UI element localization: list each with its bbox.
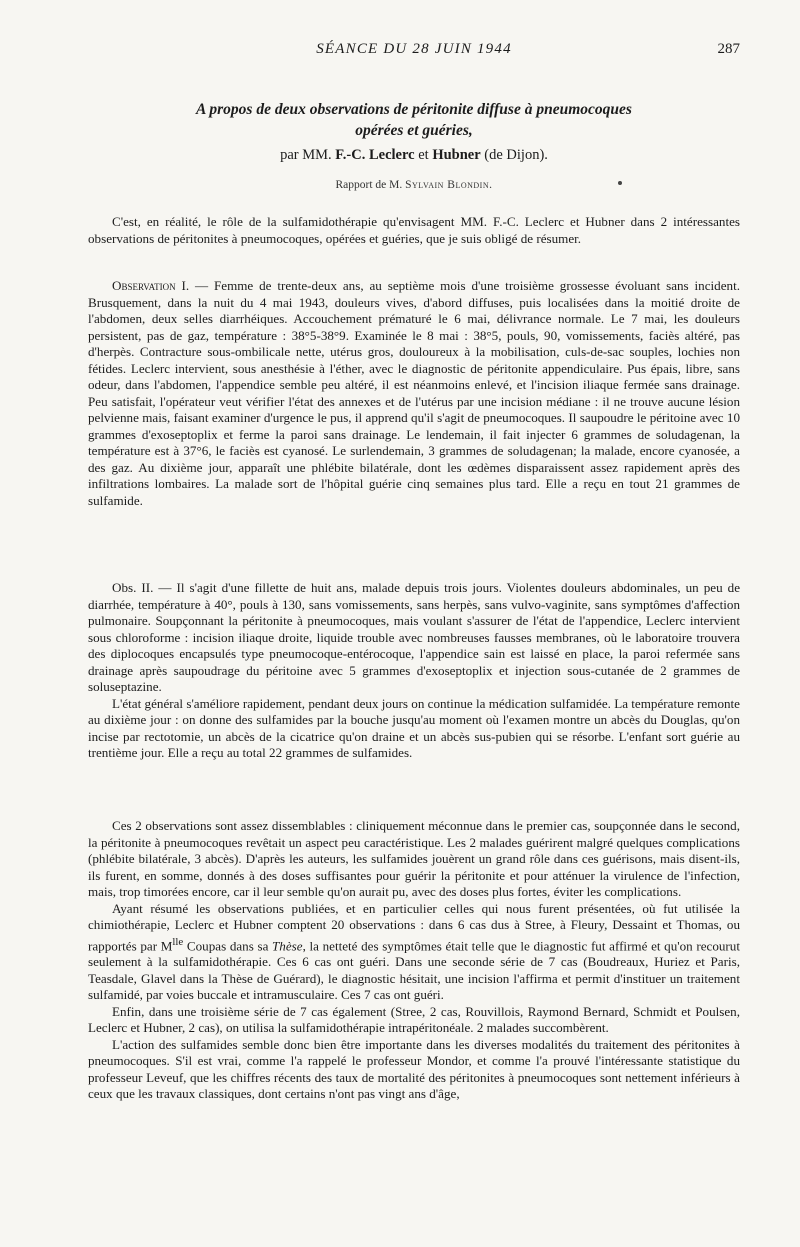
authors-line (88, 147, 740, 164)
observation-2-text: — Il s'agit d'une fillette de huit ans, malade depuis trois jours. Violentes douleurs abdominales, un peu de diarrhée, température à 40°, pouls à 130, sans vomissements, sans herpès, sans vulvo-vaginite, sans symptômes d'affection pulmonaire. Soupçonnant la péritonite à pneumocoques, mais voulant s'assurer de l'état de l'appendice, Leclerc intervient sous chloroforme : incision iliaque droite, liquide trouble avec nombreuses fausses membranes, où le laboratoire trouvera des diplocoques encapsulés type pneumocoque-entérocoque, l'appendice sain est laissé en place, la paroi refermée sans drainage après saupoudrage du péritoine avec 5 grammes d'exoseptoplix et injection sous-cutanée de 2 grammes de soluseptazine. (88, 580, 741, 694)
intro-paragraph: C'est, en réalité, le rôle de la sulfamidothérapie qu'envisagent MM. F.-C. Leclerc et Hubner dans 2 intéressantes observations de péritonites à pneumocoques, opérées et guéries, que je suis obligé de résumer. (88, 214, 740, 246)
author-1: F.-C. Leclerc (335, 147, 415, 163)
discussion-p2-part-b: Coupas dans sa (183, 937, 273, 953)
discussion-p2-superscript: lle (172, 935, 184, 948)
print-speck (618, 181, 622, 185)
discussion-p2-part-c: , la netteté des symptômes était telle que le diagnostic fut affirmé et qu'on recourut seulement à la sulfamidothérapie. Ces 6 cas ont guéri. Dans une seconde série de 7 cas (Boudreaux, Huriez et Paris, Teasdale, Glavel dans la Thèse de Guérard), le diagnostic hésitait, une incision l'affirma et permit d'instituer un traitement sulfamidé, par voies buccale et intramusculaire. Ces 7 cas ont guéri. (88, 937, 740, 1003)
page-number: 287 (717, 41, 740, 57)
observation-2-label: Obs. II. (112, 580, 154, 595)
article-title-line-2: opérées et guéries, (355, 122, 473, 139)
author-2: Hubner (432, 147, 481, 163)
authors-prefix: par MM. (280, 147, 332, 163)
observation-1-paragraph (88, 278, 740, 509)
discussion-section (88, 818, 740, 1103)
article-title (88, 99, 740, 141)
intro-section (88, 214, 740, 247)
authors-place: (de Dijon). (484, 147, 548, 163)
article-title-line-1: A propos de deux observations de péritonite diffuse à pneumocoques (196, 101, 632, 118)
discussion-paragraph-2 (88, 901, 740, 1004)
discussion-paragraph-1: Ces 2 observations sont assez dissemblables : cliniquement méconnue dans le premier cas, soupçonnée dans le second, la péritonite à pneumocoques revêtait un aspect peu caractéristique. Les 2 malades guérirent malgré quelques complications (phlébite bilatérale, 3 abcès). D'après les auteurs, les sulfamides jouèrent un grand rôle dans ces guérisons, mais disent-ils, ils furent, en somme, donnés à des doses suffisantes pour guérir la péritonite et pour atténuer la virulence de l'infection, mais, trop timorées encore, car il leur semble qu'on aurait pu, avec des doses plus fortes, éviter les complications. (88, 818, 740, 899)
observation-1-section (88, 278, 740, 509)
discussion-p2-part-a: Ayant résumé les observations publiées, et en particulier celles qui nous furent présentées, où fut utilisée la chimiothérapie, Leclerc et Hubner comptent 20 observations : dans 6 cas dus à Stree, à Fleury, Dessaint et Thomas, ou rapportés par M (88, 900, 740, 953)
reporter-name: Sylvain Blondin. (405, 179, 493, 191)
discussion-p2-these: Thèse (272, 937, 303, 953)
report-prefix: Rapport de M. (335, 179, 403, 191)
running-head-title: SÉANCE DU 28 JUIN 1944 (316, 41, 512, 57)
observation-1-text: — Femme de trente-deux ans, au septième mois d'une troisième grossesse évoluant sans incident. Brusquement, dans la nuit du 4 mai 1943, douleurs vives, d'abord diffuses, puis localisées dans la moitié droite de l'abdomen, deux selles diarrhéiques. Accouchement prématuré le 6 mai, délivrance normale. Le 7 mai, les douleurs persistent, pas de gaz, température : 38°5-38°9. Examinée le 8 mai : 38°5, pouls, 90, vomissements, faciès altéré, pas d'herpès. Contracture sous-ombilicale nette, utérus gros, douloureux à la mobilisation, culs-de-sac souples, lochies non fétides. Leclerc intervient, sous anesthésie à l'éther, avec le diagnostic de péritonite appendiculaire. Pus épais, libre, sans odeur, dans l'abdomen, l'appendice semble peu altéré, il est néanmoins enlevé, et l'incision iliaque fermée sans drainage. Peu satisfait, l'opérateur veut vérifier l'état des annexes et de l'utérus par une incision médiane : il ne trouve aucune lésion pelvienne mais, faisant examiner d'urgence le pus, il apprend qu'il s'agit de pneumocoques. Il saupoudre le péritoine avec 10 grammes d'exoseptoplix et ferme la paroi sans drainage. Le lendemain, il fait injecter 6 grammes de soludagenan, la température est à 37°6, le faciès est cyanosé. Le surlendemain, 3 grammes de soludagenan; la malade, encore cyanosée, a des gaz. Au dixième jour, apparaît une phlébite bilatérale, dont les œdèmes disparaissent assez rapidement après des infiltrations lombaires. La malade sort de l'hôpital guérie cinq semaines plus tard. Elle a reçu en tout 21 grammes de sulfamide. (88, 278, 740, 508)
running-head (88, 41, 740, 61)
observation-2-followup: L'état général s'améliore rapidement, pendant deux jours on continue la médication sulfamidée. La température remonte au dixième jour : on donne des sulfamides par la bouche jusqu'au moment où l'examen montre un abcès du Douglas, qu'on incise par rectotomie, un abcès de la cicatrice qu'on draine et un abcès sus-pubien qui se résorbe. L'enfant sort guérie au trentième jour. Elle a reçu au total 22 grammes de sulfamides. (88, 695, 740, 760)
observation-1-label: Observation I. (112, 278, 190, 293)
authors-conjunction: et (418, 147, 429, 163)
observation-2-paragraph (88, 580, 740, 696)
discussion-paragraph-4: L'action des sulfamides semble donc bien être importante dans les diverses modalités du traitement des péritonites à pneumocoques. S'il est vrai, comme l'a rappelé le professeur Mondor, et comme l'a prouvé l'intéressante statistique du professeur Leveuf, que les chiffres récents des taux de mortalité des péritonites à pneumocoques sont nettement inférieurs à ceux que les travaux classiques, dont certains n'ont pas vingt ans d'âge, (88, 1036, 740, 1102)
report-line (88, 179, 740, 191)
observation-2-section (88, 580, 740, 762)
discussion-paragraph-3: Enfin, dans une troisième série de 7 cas également (Stree, 2 cas, Rouvillois, Raymond Bernard, Schmidt et Poulsen, Leclerc et Hubner, 2 cas), on utilisa la sulfamidothérapie intrapéritonéale. 2 malades succombèrent. (88, 1003, 740, 1036)
